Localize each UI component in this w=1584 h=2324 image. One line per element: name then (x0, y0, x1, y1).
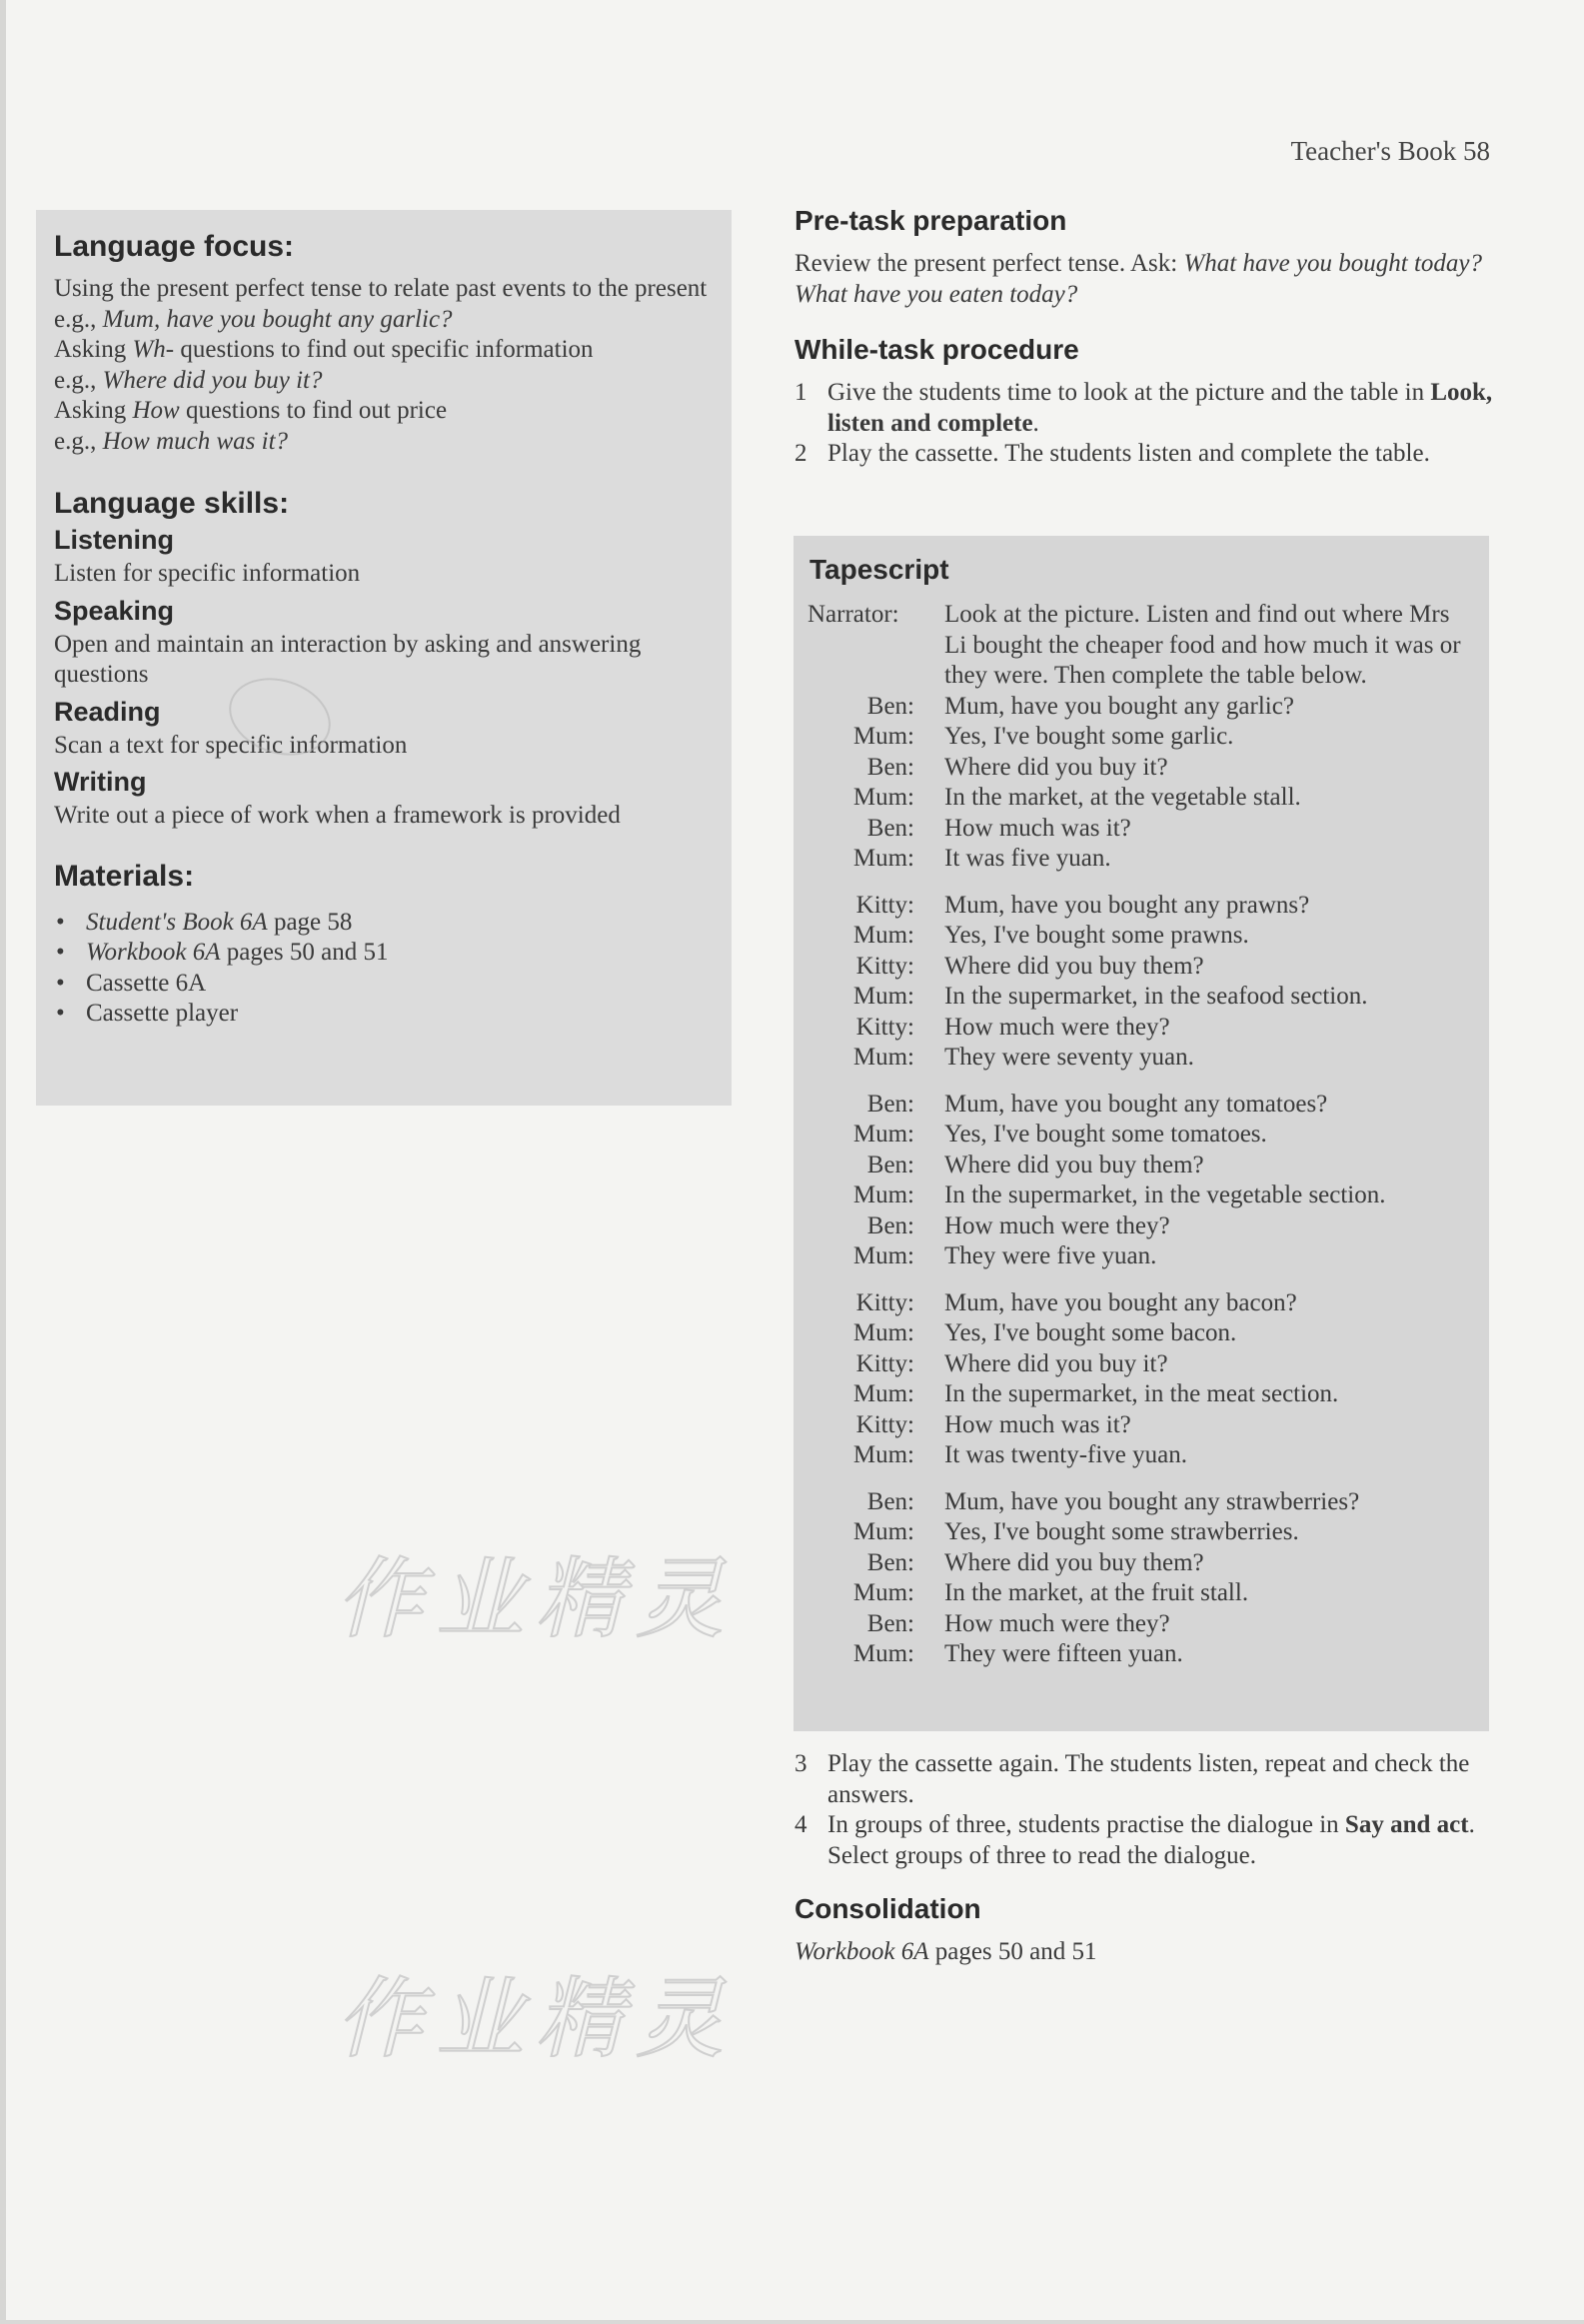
dialogue-speaker: Ben: (866, 814, 914, 842)
narrator-text: Look at the picture. Listen and find out where Mrs Li bought the cheaper food and how much it was or they were. Then complete the table below. (944, 601, 1461, 689)
pre-task-text (794, 249, 1494, 310)
materials-detail: page 58 (267, 908, 353, 936)
dialogue-line (807, 1379, 1475, 1410)
dialogue-speaker: Ben: (866, 1211, 914, 1239)
step-number: 4 (794, 1811, 807, 1838)
dialogue-line (807, 1639, 1475, 1670)
dialogue-text: Mum, have you bought any prawns? (944, 891, 1310, 919)
step-text (827, 439, 1494, 470)
dialogue-line (807, 753, 1475, 784)
dialogue-text: Yes, I've bought some bacon. (944, 1319, 1237, 1346)
dialogue-line (807, 1043, 1475, 1074)
dialogue-line (807, 1211, 1475, 1242)
dialogue-line (807, 1349, 1475, 1380)
procedure-step (794, 439, 1494, 470)
step-text-plain: Play the cassette. The students listen and complete the table. (827, 440, 1430, 467)
language-skills-title: Language skills: (54, 487, 290, 520)
skill-heading: Listening (54, 525, 174, 555)
dialogue-gap (807, 1074, 1475, 1090)
dialogue-text: Where did you buy them? (944, 952, 1204, 980)
dialogue-text: Yes, I've bought some prawns. (944, 922, 1249, 949)
tapescript-title: Tapescript (809, 554, 949, 585)
page-edge (0, 0, 6, 2324)
dialogue-text: Mum, have you bought any strawberries? (944, 1487, 1360, 1515)
skill-heading: Speaking (54, 595, 175, 626)
step-number: 3 (794, 1750, 807, 1777)
language-focus-line (54, 366, 714, 397)
dialogue-line (807, 891, 1475, 922)
step-text-bold: Say and act (1344, 1811, 1469, 1838)
materials-item (54, 969, 714, 1000)
dialogue-gap (807, 1471, 1475, 1487)
line-example: How much was it? (102, 427, 289, 455)
dialogue-text: Yes, I've bought some tomatoes. (944, 1121, 1267, 1148)
dialogue-line (807, 1487, 1475, 1518)
dialogue-text: Where did you buy it? (944, 1349, 1168, 1377)
tapescript-box (793, 536, 1489, 1731)
dialogue-text: It was five yuan. (944, 845, 1111, 872)
dialogue-line (807, 814, 1475, 845)
dialogue-text: Where did you buy them? (944, 1548, 1204, 1576)
dialogue-text: Where did you buy it? (944, 753, 1168, 781)
line-text: questions to find out specific information (174, 336, 594, 363)
dialogue-line (807, 783, 1475, 814)
left-info-box (36, 210, 732, 1106)
line-text: questions to find out price (179, 397, 448, 424)
dialogue-speaker: Kitty: (855, 1349, 914, 1377)
line-text: Asking (54, 397, 133, 424)
dialogue-speaker: Mum: (852, 1380, 914, 1407)
line-example: Wh- (132, 336, 175, 363)
after-task-list (794, 1749, 1494, 1871)
skill-heading: Writing (54, 767, 147, 797)
skill-text: Open and maintain an interaction by asking and answering questions (54, 630, 642, 688)
procedure-step (794, 1749, 1494, 1810)
dialogue-line (807, 692, 1475, 723)
dialogue-speaker: Ben: (866, 692, 914, 720)
dialogue-text: They were five yuan. (944, 1242, 1157, 1269)
materials-item (54, 938, 714, 969)
dialogue-line (807, 1180, 1475, 1211)
dialogue-line (807, 1440, 1475, 1471)
dialogue-line (807, 1090, 1475, 1121)
dialogue-text: In the supermarket, in the seafood section. (944, 983, 1368, 1010)
dialogue-speaker: Mum: (852, 1319, 914, 1346)
consolidation-pages: pages 50 and 51 (928, 1938, 1097, 1965)
step-text (827, 1810, 1494, 1871)
line-example: Where did you buy it? (102, 366, 323, 394)
dialogue-speaker: Mum: (852, 983, 914, 1010)
dialogue-line (807, 1410, 1475, 1441)
dialogue-speaker: Mum: (852, 1181, 914, 1208)
consolidation-text (794, 1937, 1494, 1968)
skill-text: Listen for specific information (54, 560, 361, 587)
dialogue-text: In the market, at the vegetable stall. (944, 784, 1301, 811)
dialogue-speaker: Kitty: (855, 952, 914, 980)
materials-book: Student's Book 6A (86, 908, 268, 936)
right-column (794, 205, 1494, 470)
line-text: e.g., (54, 427, 103, 455)
dialogue-text: How much were they? (944, 1211, 1170, 1239)
line-text: e.g., (54, 366, 103, 394)
dialogue-line (807, 1517, 1475, 1548)
dialogue-line (807, 1151, 1475, 1181)
dialogue-text: Where did you buy them? (944, 1151, 1204, 1178)
step-number: 1 (794, 379, 807, 406)
tapescript-dialogues (807, 692, 1475, 1670)
step-text-plain: . (1032, 409, 1039, 437)
dialogue-text: Mum, have you bought any tomatoes? (944, 1090, 1328, 1118)
dialogue-line (807, 921, 1475, 952)
dialogue-speaker: Ben: (866, 1090, 914, 1118)
dialogue-gap (807, 875, 1475, 891)
pre-task-questions: What have you bought today? What have you eaten today? (794, 250, 1483, 308)
language-focus-lines (54, 274, 714, 457)
procedure-step (794, 378, 1494, 439)
narrator-line (807, 600, 1475, 692)
page-header: Teacher's Book 58 (1290, 136, 1490, 166)
dialogue-text: They were seventy yuan. (944, 1044, 1194, 1071)
step-text (827, 1749, 1494, 1810)
language-focus-title: Language focus: (54, 230, 295, 263)
dialogue-text: How much was it? (944, 1410, 1131, 1438)
dialogue-speaker: Mum: (852, 922, 914, 949)
dialogue-line (807, 1241, 1475, 1272)
dialogue-speaker: Mum: (852, 723, 914, 750)
dialogue-text: How much was it? (944, 814, 1131, 842)
dialogue-speaker: Mum: (852, 1518, 914, 1545)
language-focus-line (54, 305, 714, 336)
while-task-title: While-task procedure (794, 334, 1079, 365)
narrator-speaker: Narrator: (807, 601, 899, 628)
line-text: Using the present perfect tense to relate past events to the present (54, 275, 708, 302)
language-skills-list (54, 523, 714, 832)
dialogue-line (807, 1120, 1475, 1151)
line-example: How (132, 397, 180, 424)
materials-detail: pages 50 and 51 (220, 939, 389, 966)
skill-text: Scan a text for specific information (54, 731, 408, 759)
step-text-bold: Look, listen and complete (827, 379, 1493, 437)
dialogue-line (807, 1578, 1475, 1609)
language-focus-line (54, 427, 714, 458)
step-text-plain: Give the students time to look at the picture and the table in (827, 379, 1431, 406)
while-task-list (794, 378, 1494, 470)
skill-heading: Reading (54, 696, 161, 727)
line-text: e.g., (54, 305, 103, 333)
dialogue-text: How much were they? (944, 1013, 1170, 1041)
materials-list (54, 908, 714, 1030)
dialogue-speaker: Ben: (866, 1151, 914, 1178)
dialogue-speaker: Kitty: (855, 1410, 914, 1438)
line-example: Mum, have you bought any garlic? (102, 305, 453, 333)
dialogue-text: In the supermarket, in the meat section. (944, 1380, 1339, 1407)
dialogue-text: In the supermarket, in the vegetable section. (944, 1181, 1386, 1208)
dialogue-speaker: Mum: (852, 1044, 914, 1071)
language-focus-line (54, 274, 714, 305)
step-text-plain: . Select groups of three to read the dialogue. (827, 1811, 1475, 1869)
line-text: Asking (54, 336, 133, 363)
step-text-plain: Play the cassette again. The students listen, repeat and check the answers. (827, 1750, 1470, 1808)
dialogue-text: Yes, I've bought some strawberries. (944, 1518, 1299, 1545)
dialogue-speaker: Mum: (852, 1579, 914, 1606)
language-focus-line (54, 396, 714, 427)
watermark-lower: 作业精灵 (336, 1967, 737, 2070)
materials-item (54, 999, 714, 1030)
dialogue-line (807, 1288, 1475, 1319)
dialogue-speaker: Mum: (852, 1640, 914, 1667)
skill-text: Write out a piece of work when a framework is provided (54, 802, 621, 829)
dialogue-text: They were fifteen yuan. (944, 1640, 1183, 1667)
dialogue-text: Mum, have you bought any garlic? (944, 692, 1294, 720)
dialogue-speaker: Mum: (852, 1121, 914, 1148)
dialogue-speaker: Mum: (852, 1242, 914, 1269)
materials-book: Workbook 6A (86, 939, 221, 966)
dialogue-text: It was twenty-five yuan. (944, 1441, 1187, 1468)
dialogue-line (807, 722, 1475, 753)
dialogue-speaker: Ben: (866, 753, 914, 781)
dialogue-speaker: Ben: (866, 1609, 914, 1637)
materials-detail: Cassette 6A (86, 969, 207, 997)
watermark-upper: 作业精灵 (336, 1547, 737, 1650)
page-bottom-edge (0, 2320, 1584, 2324)
dialogue-text: Mum, have you bought any bacon? (944, 1288, 1297, 1316)
dialogue-speaker: Kitty: (855, 1013, 914, 1041)
consolidation-title: Consolidation (794, 1893, 981, 1924)
materials-title: Materials: (54, 859, 195, 893)
consolidation-workbook: Workbook 6A (794, 1938, 929, 1965)
procedure-step (794, 1810, 1494, 1871)
pre-task-text-plain: Review the present perfect tense. Ask: (794, 250, 1184, 277)
materials-detail: Cassette player (86, 1000, 239, 1027)
dialogue-speaker: Ben: (866, 1487, 914, 1515)
dialogue-line (807, 1318, 1475, 1349)
dialogue-speaker: Kitty: (855, 1288, 914, 1316)
dialogue-text: Yes, I've bought some garlic. (944, 723, 1234, 750)
dialogue-speaker: Mum: (852, 784, 914, 811)
step-number: 2 (794, 440, 807, 467)
dialogue-line (807, 952, 1475, 983)
dialogue-line (807, 982, 1475, 1013)
pre-task-title: Pre-task preparation (794, 205, 1067, 236)
dialogue-speaker: Ben: (866, 1548, 914, 1576)
materials-item (54, 908, 714, 939)
dialogue-speaker: Mum: (852, 845, 914, 872)
dialogue-text: How much were they? (944, 1609, 1170, 1637)
dialogue-text: In the market, at the fruit stall. (944, 1579, 1249, 1606)
dialogue-line (807, 1013, 1475, 1044)
step-text (827, 378, 1494, 439)
right-column-bottom (794, 1749, 1494, 1968)
dialogue-gap (807, 1272, 1475, 1288)
dialogue-speaker: Mum: (852, 1441, 914, 1468)
dialogue-speaker: Kitty: (855, 891, 914, 919)
dialogue-line (807, 1548, 1475, 1579)
language-focus-line (54, 335, 714, 366)
step-text-plain: In groups of three, students practise the dialogue in (827, 1811, 1345, 1838)
dialogue-line (807, 1609, 1475, 1640)
dialogue-line (807, 844, 1475, 875)
